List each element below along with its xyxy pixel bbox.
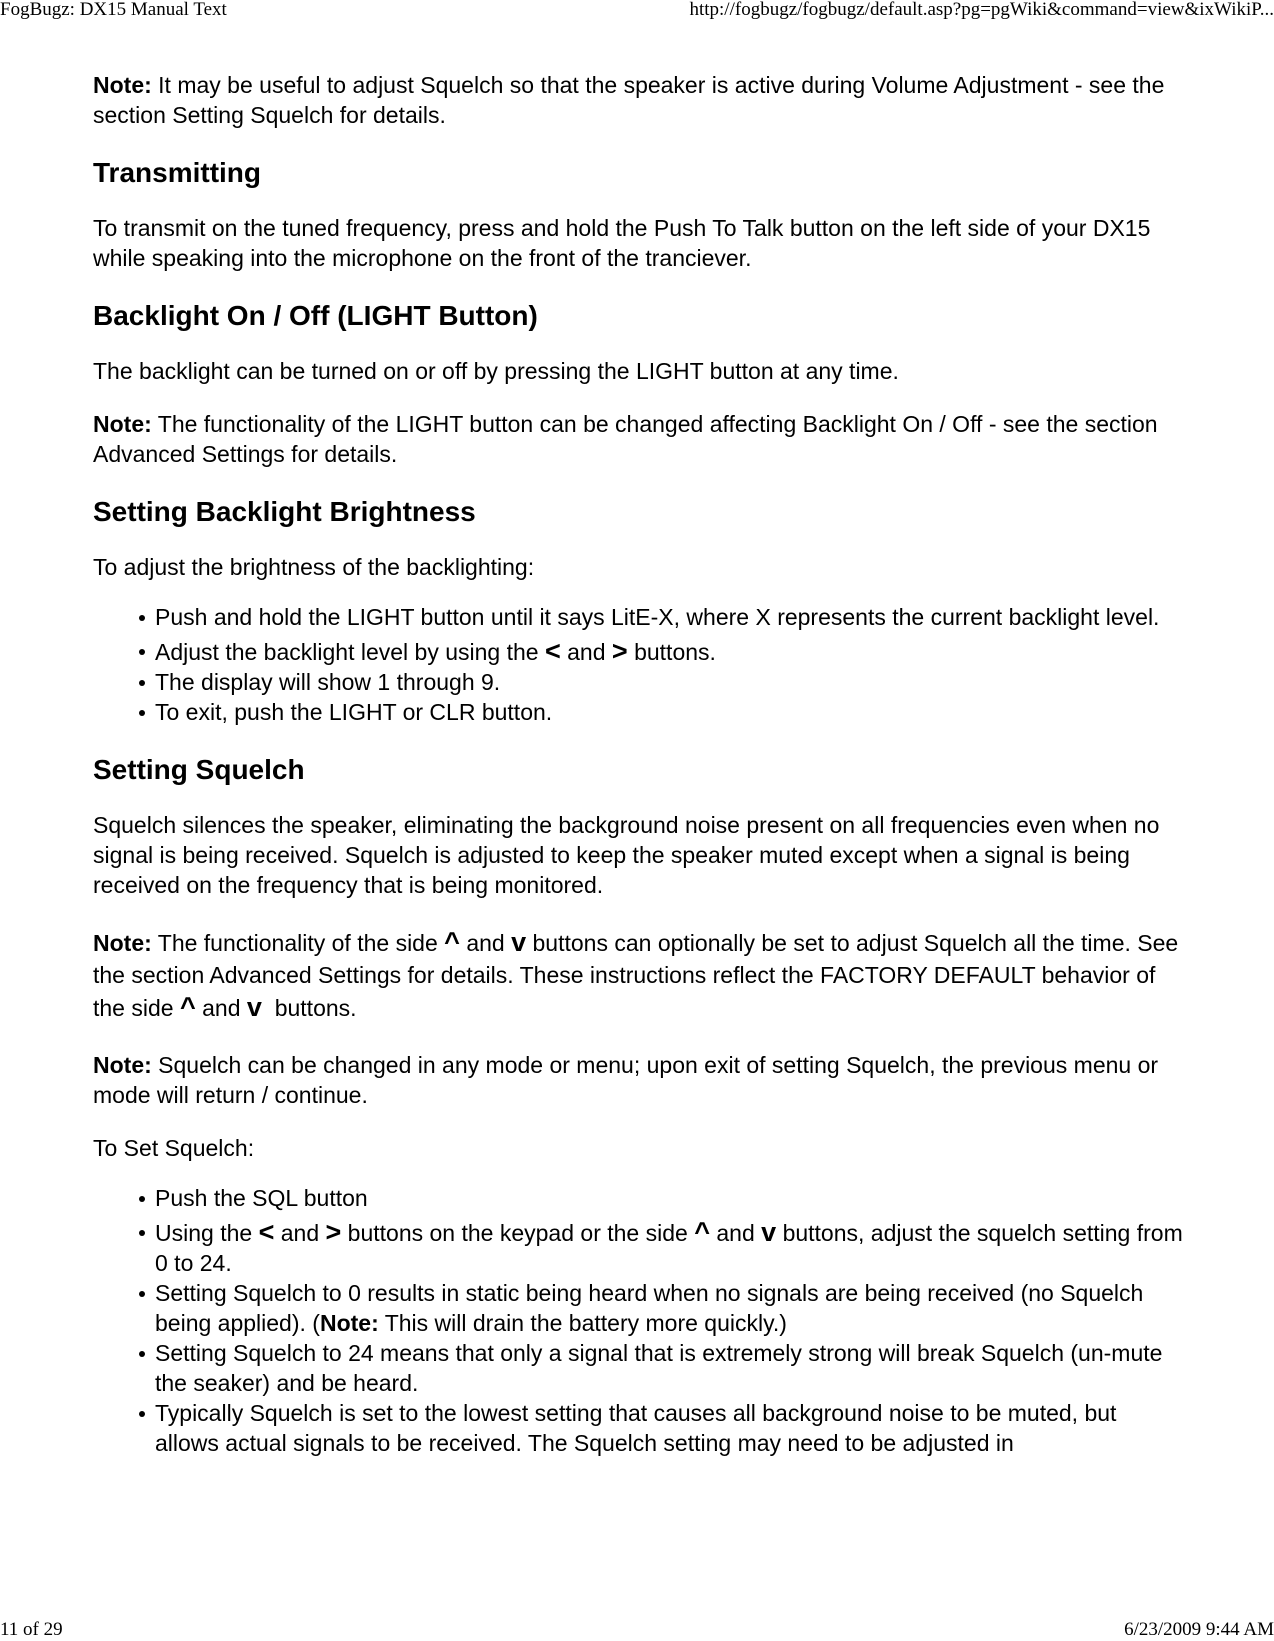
note-text: Squelch can be changed in any mode or menu; upon exit of setting Squelch, the previous menu or mode will return / continue. bbox=[93, 1052, 1159, 1108]
heading-transmitting: Transmitting bbox=[93, 157, 262, 188]
squelch-list bbox=[93, 1183, 1183, 1458]
up-key-symbol: ^ bbox=[694, 1217, 710, 1247]
note-label: Note: bbox=[319, 1310, 379, 1336]
item-text: buttons, adjust the squelch setting from 0 to 24. bbox=[155, 1220, 1183, 1276]
list-item bbox=[155, 1217, 1183, 1278]
item-text: This will drain the battery more quickly.) bbox=[384, 1310, 787, 1336]
right-key-symbol: > bbox=[611, 636, 628, 666]
list-item: Typically Squelch is set to the lowest setting that causes all background noise to be muted, but allows actual signals to be received. The Squelch setting may need to be adjusted in bbox=[155, 1398, 1183, 1458]
backlight-note-text: The functionality of the LIGHT button can be changed affecting Backlight On / Off - see the section Advanced Settings for details. bbox=[93, 411, 1158, 467]
and-word: and bbox=[202, 995, 241, 1021]
list-item: Push the SQL button bbox=[155, 1183, 1183, 1213]
backlight-text: The backlight can be turned on or off by pressing the LIGHT button at any time. bbox=[93, 358, 899, 384]
down-key-symbol: v bbox=[761, 1217, 777, 1247]
document-body bbox=[93, 70, 1183, 1458]
note-label: Note: bbox=[93, 1052, 152, 1078]
left-key-symbol: < bbox=[258, 1217, 275, 1247]
list-item: Setting Squelch to 24 means that only a signal that is extremely strong will break Squelch (un-mute the seaker) and be heard. bbox=[155, 1338, 1183, 1398]
list-item: To exit, push the LIGHT or CLR button. bbox=[155, 697, 1183, 727]
page-number: 11 of 29 bbox=[0, 1619, 63, 1640]
note-text: The functionality of the side bbox=[157, 930, 438, 956]
heading-brightness: Setting Backlight Brightness bbox=[93, 496, 476, 527]
heading-squelch: Setting Squelch bbox=[93, 754, 305, 785]
down-key-symbol: v bbox=[511, 927, 527, 957]
intro-note-text: It may be useful to adjust Squelch so that the speaker is active during Volume Adjustment - see the section Setting Squelch for details. bbox=[93, 72, 1165, 128]
down-key-symbol: v bbox=[246, 992, 262, 1022]
item-text: buttons on the keypad or the side bbox=[347, 1220, 688, 1246]
brightness-list bbox=[93, 602, 1183, 727]
heading-backlight: Backlight On / Off (LIGHT Button) bbox=[93, 300, 538, 331]
up-key-symbol: ^ bbox=[444, 927, 460, 957]
list-item: The display will show 1 through 9. bbox=[155, 667, 1183, 697]
and-word: and bbox=[716, 1220, 755, 1246]
squelch-note-2 bbox=[93, 1050, 1183, 1110]
list-item bbox=[155, 636, 1183, 667]
item-text: buttons. bbox=[634, 639, 716, 665]
left-key-symbol: < bbox=[544, 636, 561, 666]
note-text: buttons. bbox=[274, 995, 357, 1021]
and-word: and bbox=[466, 930, 505, 956]
note-text: buttons can optionally be set to adjust Squelch all the time. See the section Advanced Settings for details. These instructions reflect the FACTORY DEFAULT behavior of the side bbox=[93, 930, 1179, 1021]
intro-note bbox=[93, 70, 1183, 130]
page-header-title: FogBugz: DX15 Manual Text bbox=[0, 0, 227, 20]
list-item bbox=[155, 1278, 1183, 1338]
transmitting-text: To transmit on the tuned frequency, press and hold the Push To Talk button on the left side of your DX15 while speaking into the microphone on the front of the tranciever. bbox=[93, 215, 1151, 271]
squelch-note-1 bbox=[93, 926, 1183, 1024]
note-label: Note: bbox=[93, 930, 152, 956]
and-word: and bbox=[280, 1220, 320, 1246]
list-item: Push and hold the LIGHT button until it says LitE-X, where X represents the current backlight level. bbox=[155, 602, 1183, 632]
to-set-squelch: To Set Squelch: bbox=[93, 1135, 255, 1161]
note-label: Note: bbox=[93, 72, 152, 98]
squelch-para: Squelch silences the speaker, eliminating the background noise present on all frequencies even when no signal is being received. Squelch is adjusted to keep the speaker muted except when a signal is being received on the frequency that is being monitored. bbox=[93, 812, 1160, 898]
up-key-symbol: ^ bbox=[179, 992, 196, 1022]
item-text: Setting Squelch to 0 results in static being heard when no signals are being received (no Squelch being applied). ( bbox=[155, 1280, 1144, 1336]
backlight-note bbox=[93, 409, 1183, 469]
right-key-symbol: > bbox=[325, 1217, 342, 1247]
and-word: and bbox=[567, 639, 606, 665]
brightness-intro: To adjust the brightness of the backlighting: bbox=[93, 554, 535, 580]
item-text: Using the bbox=[155, 1220, 253, 1246]
print-datetime: 6/23/2009 9:44 AM bbox=[1124, 1619, 1274, 1640]
note-label: Note: bbox=[93, 411, 152, 437]
page-header-url: http://fogbugz/fogbugz/default.asp?pg=pgWiki&command=view&ixWikiP... bbox=[689, 0, 1274, 20]
item-text: Adjust the backlight level by using the bbox=[155, 639, 539, 665]
